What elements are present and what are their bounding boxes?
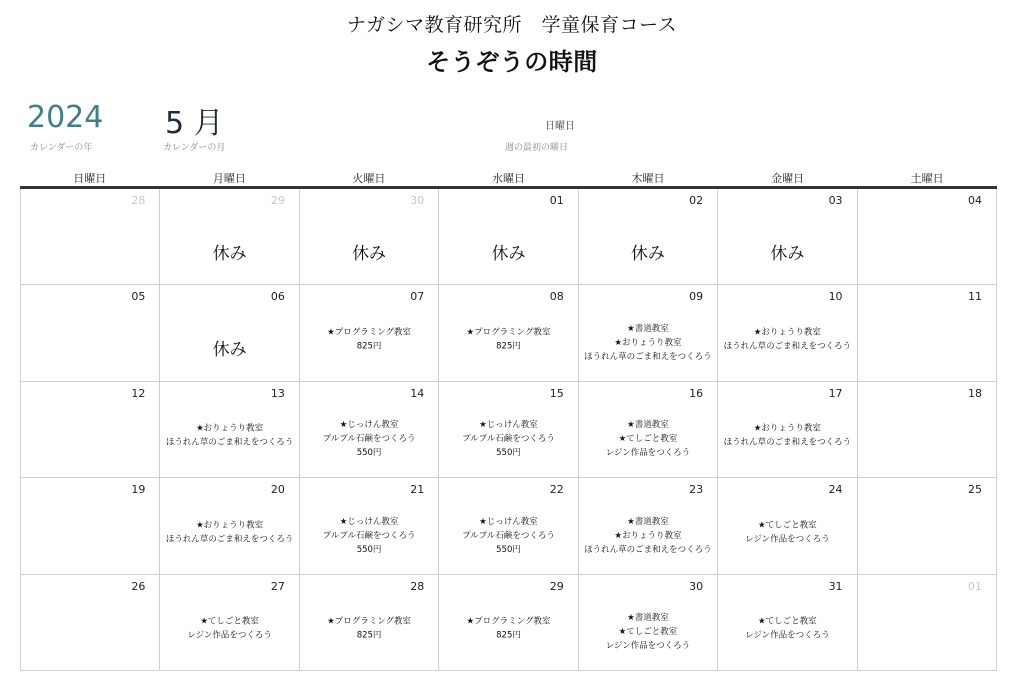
closed-label: 休み xyxy=(212,340,247,361)
event-list xyxy=(439,515,577,557)
calendar-month[interactable]: 5 月 xyxy=(165,106,224,141)
calendar-day-cell[interactable] xyxy=(718,478,857,574)
event-line: レジン作品をつくろう xyxy=(745,630,830,641)
event-line: ★てしごと教室 xyxy=(200,616,259,627)
day-number: 04 xyxy=(968,194,982,207)
event-line: ★おりょうり教室 xyxy=(614,338,682,349)
day-number: 02 xyxy=(689,194,704,207)
day-number: 09 xyxy=(689,290,704,304)
day-number: 28 xyxy=(410,579,425,593)
week-start-day[interactable]: 日曜日 xyxy=(545,121,575,132)
event-line: ★プログラミング教室 xyxy=(327,616,412,627)
calendar-day-cell[interactable] xyxy=(718,189,857,285)
day-number: 30 xyxy=(689,579,704,593)
event-line: レジン作品をつくろう xyxy=(605,641,691,652)
closed-label: 休み xyxy=(770,244,805,264)
event-list xyxy=(300,515,438,557)
event-list xyxy=(718,519,856,547)
day-number: 29 xyxy=(549,579,564,593)
calendar-day-cell[interactable] xyxy=(21,478,160,574)
day-number: 19 xyxy=(131,483,146,497)
day-number: 07 xyxy=(410,290,425,304)
calendar-day-cell[interactable] xyxy=(160,189,299,285)
closed-label: 休み xyxy=(630,244,665,264)
day-number: 05 xyxy=(131,290,146,304)
calendar-day-cell[interactable] xyxy=(300,382,439,478)
day-number: 08 xyxy=(549,290,564,304)
event-line: ほうれん草のごま和えをつくろう xyxy=(165,438,294,449)
event-list xyxy=(160,615,298,643)
day-number: 01 xyxy=(549,194,564,207)
day-number: 20 xyxy=(270,483,285,497)
event-line: ★プログラミング教室 xyxy=(466,327,551,338)
event-line: ほうれん草のごま和えをつくろう xyxy=(723,341,852,352)
event-line: ★じっけん教室 xyxy=(479,420,538,431)
event-line: ★てしごと教室 xyxy=(758,616,817,627)
weekday-label: 火曜日 xyxy=(352,172,386,185)
event-line: ★じっけん教室 xyxy=(339,420,399,431)
day-number: 21 xyxy=(410,483,425,497)
day-number: 10 xyxy=(828,290,843,304)
calendar-day-cell[interactable] xyxy=(300,478,439,574)
calendar-day-cell[interactable] xyxy=(21,382,160,478)
day-number: 15 xyxy=(549,386,564,400)
day-number: 03 xyxy=(828,194,843,207)
event-line: ★じっけん教室 xyxy=(339,516,399,527)
calendar-day-cell[interactable] xyxy=(718,382,857,478)
day-number: 30 xyxy=(410,194,425,207)
event-line: レジン作品をつくろう xyxy=(605,448,691,459)
calendar-day-cell[interactable] xyxy=(858,189,997,285)
calendar-day-cell[interactable] xyxy=(579,285,718,381)
calendar-day-cell[interactable] xyxy=(439,285,578,381)
event-list xyxy=(579,611,717,653)
day-number: 16 xyxy=(689,386,704,400)
calendar-day-cell[interactable] xyxy=(21,575,160,671)
day-number: 26 xyxy=(131,579,146,593)
event-line: ★てしごと教室 xyxy=(618,434,678,445)
calendar-day-cell[interactable] xyxy=(21,285,160,381)
event-list xyxy=(579,515,717,557)
calendar-day-cell[interactable] xyxy=(858,575,997,671)
calendar-day-cell[interactable] xyxy=(439,189,578,285)
event-line: プルプル石鹸をつくろう xyxy=(322,530,416,541)
calendar xyxy=(20,170,997,671)
day-number: 31 xyxy=(828,579,843,593)
calendar-day-cell[interactable] xyxy=(718,285,857,381)
calendar-day-cell[interactable] xyxy=(718,575,857,671)
event-list xyxy=(300,419,438,461)
event-line: 550円 xyxy=(496,448,521,459)
event-line: ★書道教室 xyxy=(627,420,669,431)
event-line: 825円 xyxy=(496,630,521,641)
event-line: ★プログラミング教室 xyxy=(466,616,551,627)
weekday-label: 月曜日 xyxy=(212,172,246,185)
calendar-day-cell[interactable] xyxy=(579,478,718,574)
day-number: 24 xyxy=(828,483,843,497)
weekday-label: 水曜日 xyxy=(491,172,525,185)
event-list xyxy=(718,326,856,354)
event-line: 825円 xyxy=(496,341,521,352)
event-line: 825円 xyxy=(356,630,382,641)
day-number: 17 xyxy=(828,386,843,400)
calendar-day-cell[interactable] xyxy=(858,285,997,381)
calendar-day-cell[interactable] xyxy=(439,575,578,671)
calendar-day-cell[interactable] xyxy=(160,575,299,671)
event-list xyxy=(160,422,298,450)
calendar-day-cell[interactable] xyxy=(579,382,718,478)
calendar-day-cell[interactable] xyxy=(439,382,578,478)
event-line: 550円 xyxy=(356,448,382,459)
event-list xyxy=(300,615,438,643)
day-number: 27 xyxy=(270,579,285,593)
weekday-label: 土曜日 xyxy=(910,172,944,185)
calendar-day-cell[interactable] xyxy=(439,478,578,574)
event-list xyxy=(439,326,577,354)
event-line: ほうれん草のごま和えをつくろう xyxy=(584,544,712,555)
calendar-day-cell[interactable] xyxy=(300,189,439,285)
day-number: 12 xyxy=(131,386,146,400)
day-number: 13 xyxy=(270,386,285,400)
event-line: ★てしごと教室 xyxy=(758,520,817,531)
calendar-day-cell[interactable] xyxy=(160,382,299,478)
event-list xyxy=(718,422,856,450)
event-line: ★書道教室 xyxy=(627,613,669,624)
event-line: 550円 xyxy=(356,544,382,555)
event-line: ★プログラミング教室 xyxy=(327,327,412,338)
event-list xyxy=(718,615,856,643)
day-number: 18 xyxy=(968,386,982,400)
event-line: ★てしごと教室 xyxy=(618,627,678,638)
calendar-day-cell[interactable] xyxy=(858,382,997,478)
calendar-day-cell[interactable] xyxy=(21,189,160,285)
event-list xyxy=(300,326,438,354)
event-line: ★おりょうり教室 xyxy=(753,327,821,338)
page-title: ナガシマ教育研究所 学童保育コース xyxy=(346,14,678,36)
event-line: ★じっけん教室 xyxy=(479,516,538,527)
event-line: ★おりょうり教室 xyxy=(196,424,264,435)
event-list xyxy=(439,419,577,461)
event-line: 550円 xyxy=(496,544,521,555)
weekday-label: 木曜日 xyxy=(631,172,665,185)
calendar-day-cell[interactable] xyxy=(160,478,299,574)
event-list xyxy=(579,419,717,461)
calendar-day-cell[interactable] xyxy=(300,285,439,381)
weekday-label: 金曜日 xyxy=(771,172,805,185)
day-number: 06 xyxy=(270,290,285,304)
event-list xyxy=(160,519,298,547)
calendar-year-caption: カレンダーの年 xyxy=(30,143,93,153)
calendar-month-caption: カレンダーの月 xyxy=(163,143,226,153)
day-number: 23 xyxy=(689,483,704,497)
event-line: プルプル石鹸をつくろう xyxy=(462,530,555,541)
day-number: 25 xyxy=(968,483,982,497)
closed-label: 休み xyxy=(352,244,387,264)
event-line: レジン作品をつくろう xyxy=(187,630,272,641)
event-line: プルプル石鹸をつくろう xyxy=(322,434,416,445)
event-line: ★おりょうり教室 xyxy=(753,424,821,435)
calendar-day-cell[interactable] xyxy=(579,575,718,671)
day-number: 14 xyxy=(410,386,425,400)
day-number: 11 xyxy=(968,290,982,304)
day-number: 22 xyxy=(549,483,564,497)
day-number: 28 xyxy=(131,194,146,207)
event-line: ★おりょうり教室 xyxy=(196,520,264,531)
event-line: 825円 xyxy=(356,341,382,352)
calendar-year[interactable]: 2024 xyxy=(27,100,104,135)
calendar-day-cell[interactable] xyxy=(160,285,299,381)
page-subtitle: そうぞうの時間 xyxy=(426,48,598,76)
event-line: プルプル石鹸をつくろう xyxy=(462,434,555,445)
event-line: ★おりょうり教室 xyxy=(614,530,682,541)
week-start-day-caption: 週の最初の曜日 xyxy=(505,143,569,153)
day-number: 01 xyxy=(968,579,982,593)
calendar-grid xyxy=(20,189,997,671)
closed-label: 休み xyxy=(212,244,247,264)
event-list xyxy=(439,615,577,643)
event-line: ほうれん草のごま和えをつくろう xyxy=(165,534,294,545)
closed-label: 休み xyxy=(491,244,526,264)
calendar-day-cell[interactable] xyxy=(579,189,718,285)
weekday-label: 日曜日 xyxy=(73,172,107,185)
weekday-header xyxy=(20,170,997,186)
event-line: ★書道教室 xyxy=(627,324,669,335)
event-line: ほうれん草のごま和えをつくろう xyxy=(723,438,852,449)
event-line: ほうれん草のごま和えをつくろう xyxy=(584,352,712,363)
calendar-day-cell[interactable] xyxy=(858,478,997,574)
event-line: ★書道教室 xyxy=(627,516,669,527)
event-list xyxy=(579,322,717,364)
event-line: レジン作品をつくろう xyxy=(745,534,830,545)
calendar-day-cell[interactable] xyxy=(300,575,439,671)
day-number: 29 xyxy=(270,194,285,207)
